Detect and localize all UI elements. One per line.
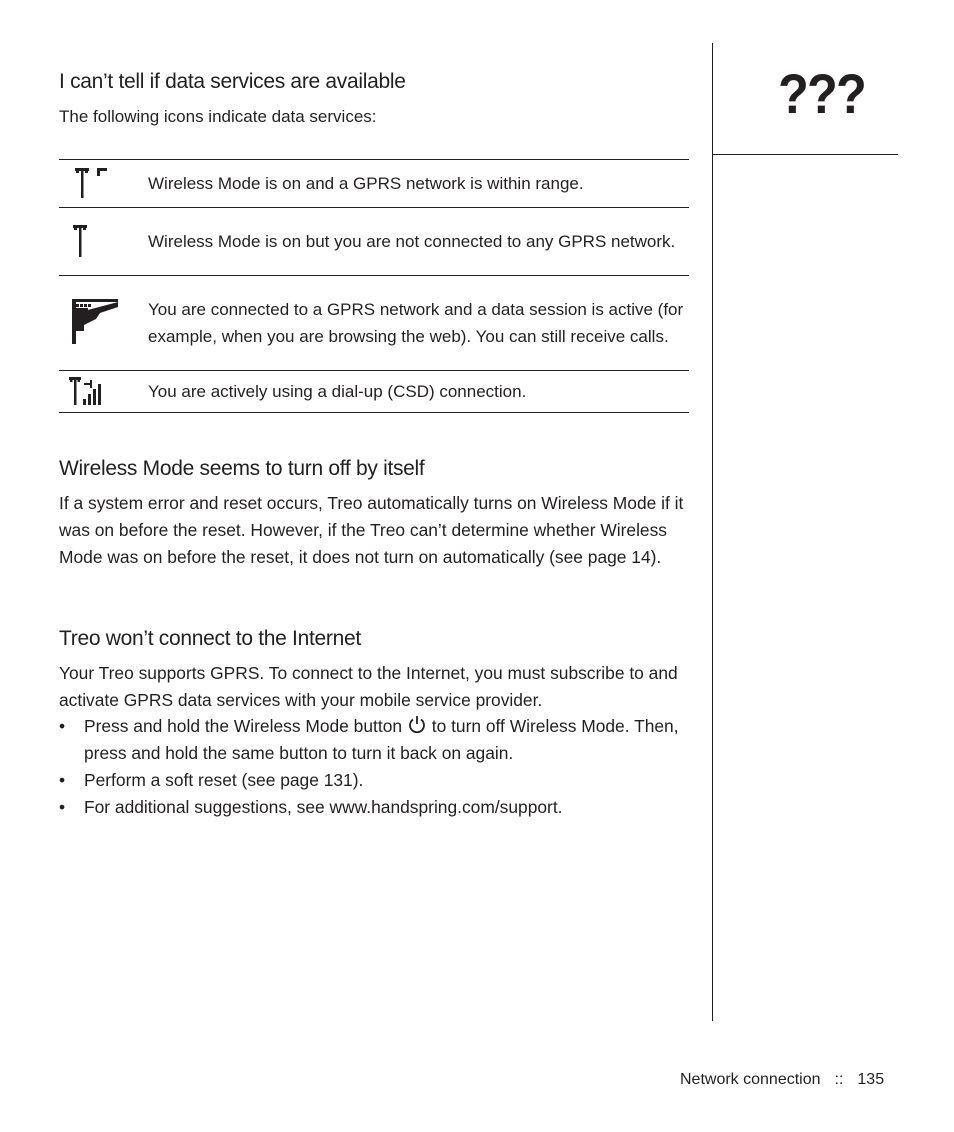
list-item (59, 794, 699, 821)
gprs-in-range-icon (75, 168, 115, 200)
data-service-icons-table (59, 159, 689, 413)
section-heading-wireless-mode: Wireless Mode seems to turn off by itself (59, 457, 425, 480)
gprs-session-active-icon (72, 299, 122, 347)
data-services-intro: The following icons indicate data services: (59, 107, 377, 126)
power-button-icon (407, 715, 427, 735)
footer-separator: :: (834, 1071, 844, 1088)
section-heading-data-services: I can’t tell if data services are available (59, 70, 406, 93)
table-row (59, 208, 689, 276)
table-row (59, 160, 689, 208)
footer-section-name: Network connection (680, 1071, 821, 1088)
icon-description: Wireless Mode is on and a GPRS network is within range. (148, 160, 689, 208)
table-row (59, 371, 689, 413)
icon-description: Wireless Mode is on but you are not connected to any GPRS network. (148, 208, 689, 276)
section-heading-internet: Treo won’t connect to the Internet (59, 627, 361, 650)
list-item-text: For additional suggestions, see www.handspring.com/support. (84, 797, 563, 817)
bullet-marker: • (59, 770, 66, 790)
list-item (59, 767, 699, 794)
icon-description: You are connected to a GPRS network and a data session is active (for example, when you are browsing the web). You can still receive calls. (148, 276, 689, 371)
table-row (59, 276, 689, 371)
bullet-marker: • (59, 716, 66, 736)
list-item-text: Perform a soft reset (see page 131). (84, 770, 364, 790)
troubleshooting-steps-list (59, 713, 699, 821)
margin-vertical-rule (712, 43, 713, 1021)
internet-paragraph: Your Treo supports GPRS. To connect to the Internet, you must subscribe to and activate GPRS data services with your mobile service provider. (59, 663, 678, 710)
list-item (59, 713, 699, 767)
list-item-text: to turn off Wireless Mode. Then, press and hold the same button to turn it back on again. (84, 716, 679, 763)
csd-dialup-icon (69, 377, 109, 407)
wireless-mode-paragraph: If a system error and reset occurs, Treo automatically turns on Wireless Mode if it was on before the reset. However, if the Treo can’t determine whether Wireless Mode was on before the reset, it does not turn on automatically (see page 14). (59, 493, 684, 567)
troubleshooting-question-marks: ??? (778, 62, 865, 125)
page-footer (680, 1071, 884, 1089)
antenna-no-gprs-icon (73, 225, 113, 259)
icon-description: You are actively using a dial-up (CSD) connection. (148, 371, 689, 413)
page-number: 135 (857, 1071, 885, 1088)
list-item-text: Press and hold the Wireless Mode button (84, 716, 403, 736)
margin-horizontal-rule (712, 154, 898, 155)
bullet-marker: • (59, 797, 66, 817)
